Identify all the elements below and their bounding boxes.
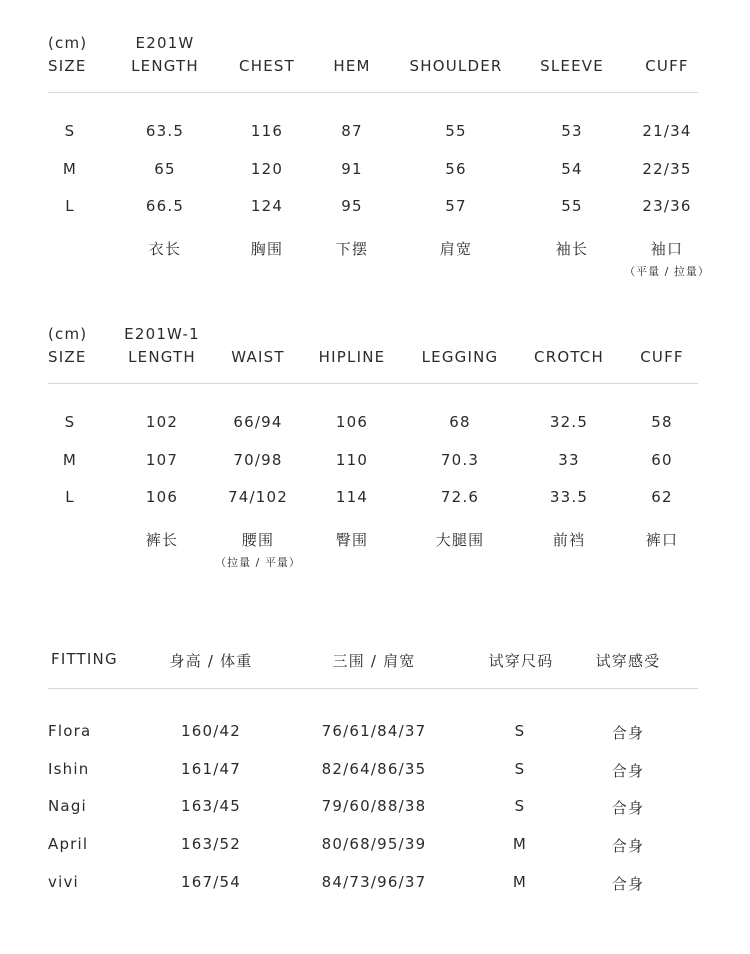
- row-size: S: [64, 122, 76, 140]
- table-cell: 33.5: [549, 488, 589, 506]
- fitting-cell: M: [512, 835, 528, 853]
- column-header: HIPLINE: [318, 348, 386, 366]
- fitting-header: 三围 / 肩宽: [332, 652, 416, 670]
- fitting-cell: 160/42: [181, 722, 241, 740]
- table-cell: 62: [651, 488, 673, 506]
- table-cell: 58: [651, 413, 673, 431]
- column-header: CROTCH: [534, 348, 604, 366]
- column-header: SHOULDER: [409, 57, 503, 75]
- row-size: M: [62, 451, 78, 469]
- table-cell: 23/36: [642, 197, 692, 215]
- column-cn-label: 下摆: [335, 240, 369, 258]
- fitting-cell: 合身: [611, 875, 645, 893]
- row-size: S: [64, 413, 76, 431]
- fitting-cell: 161/47: [181, 760, 241, 778]
- table-cell: 68: [449, 413, 471, 431]
- size-header: SIZE: [48, 348, 87, 366]
- table-cell: 66/94: [233, 413, 283, 431]
- style-code: E201W-1: [124, 325, 200, 343]
- fitting-cell: 82/64/86/35: [321, 760, 427, 778]
- column-cn-label: 臀围: [335, 531, 369, 549]
- fitting-cell: 合身: [611, 762, 645, 780]
- fitting-cell: 合身: [611, 799, 645, 817]
- row-size: M: [62, 160, 78, 178]
- fitting-header: FITTING: [51, 650, 118, 668]
- table-cell: 114: [335, 488, 369, 506]
- column-cn-note: （平量 / 拉量）: [624, 265, 710, 278]
- column-cn-label: 袖长: [555, 240, 589, 258]
- column-header: LEGGING: [421, 348, 499, 366]
- table-cell: 32.5: [549, 413, 589, 431]
- fitting-divider: [48, 688, 698, 689]
- column-cn-label: 袖口: [650, 240, 684, 258]
- table-cell: 21/34: [642, 122, 692, 140]
- column-header: LENGTH: [131, 57, 199, 75]
- fitting-header: 身高 / 体重: [169, 652, 253, 670]
- table-cell: 55: [445, 122, 467, 140]
- size-header: SIZE: [48, 57, 87, 75]
- column-cn-label: 胸围: [250, 240, 284, 258]
- table-cell: 102: [145, 413, 179, 431]
- fitting-cell: 163/52: [181, 835, 241, 853]
- model-name: Ishin: [48, 760, 90, 778]
- table-cell: 60: [651, 451, 673, 469]
- column-cn-note: （拉量 / 平量）: [215, 556, 301, 569]
- unit-label: (cm): [48, 34, 88, 52]
- fitting-cell: 163/45: [181, 797, 241, 815]
- model-name: vivi: [48, 873, 79, 891]
- fitting-cell: 合身: [611, 837, 645, 855]
- table-cell: 110: [335, 451, 369, 469]
- table-cell: 57: [445, 197, 467, 215]
- style-code: E201W: [135, 34, 195, 52]
- column-header: CUFF: [645, 57, 689, 75]
- table-cell: 95: [341, 197, 363, 215]
- column-header: CHEST: [239, 57, 295, 75]
- column-header: SLEEVE: [540, 57, 604, 75]
- fitting-cell: S: [514, 797, 526, 815]
- table-cell: 124: [250, 197, 284, 215]
- column-cn-label: 腰围: [241, 531, 275, 549]
- table-cell: 56: [445, 160, 467, 178]
- row-size: L: [65, 488, 75, 506]
- model-name: Flora: [48, 722, 92, 740]
- fitting-cell: 合身: [611, 724, 645, 742]
- table-cell: 91: [341, 160, 363, 178]
- column-cn-label: 大腿围: [435, 531, 485, 549]
- unit-label: (cm): [48, 325, 88, 343]
- fitting-cell: 80/68/95/39: [321, 835, 427, 853]
- column-header: HEM: [333, 57, 371, 75]
- column-header: WAIST: [231, 348, 285, 366]
- table-cell: 65: [154, 160, 176, 178]
- fitting-header: 试穿感受: [595, 652, 661, 670]
- table-cell: 72.6: [440, 488, 480, 506]
- fitting-cell: 84/73/96/37: [321, 873, 427, 891]
- table-cell: 120: [250, 160, 284, 178]
- table-cell: 66.5: [145, 197, 185, 215]
- table-cell: 33: [558, 451, 580, 469]
- table-cell: 54: [561, 160, 583, 178]
- column-header: CUFF: [640, 348, 684, 366]
- fitting-cell: S: [514, 760, 526, 778]
- table-cell: 106: [335, 413, 369, 431]
- table-cell: 55: [561, 197, 583, 215]
- row-size: L: [65, 197, 75, 215]
- column-cn-label: 前裆: [552, 531, 586, 549]
- table-cell: 116: [250, 122, 284, 140]
- fitting-cell: S: [514, 722, 526, 740]
- table-cell: 106: [145, 488, 179, 506]
- column-cn-label: 衣长: [148, 240, 182, 258]
- fitting-cell: 79/60/88/38: [321, 797, 427, 815]
- table-cell: 87: [341, 122, 363, 140]
- column-cn-label: 裤口: [645, 531, 679, 549]
- table-cell: 53: [561, 122, 583, 140]
- column-header: LENGTH: [128, 348, 196, 366]
- model-name: Nagi: [48, 797, 87, 815]
- fitting-cell: 167/54: [181, 873, 241, 891]
- table-cell: 22/35: [642, 160, 692, 178]
- table-cell: 74/102: [228, 488, 288, 506]
- column-cn-label: 裤长: [145, 531, 179, 549]
- fitting-cell: M: [512, 873, 528, 891]
- fitting-cell: 76/61/84/37: [321, 722, 427, 740]
- table-cell: 70/98: [233, 451, 283, 469]
- column-cn-label: 肩宽: [439, 240, 473, 258]
- fitting-header: 试穿尺码: [488, 652, 554, 670]
- model-name: April: [48, 835, 89, 853]
- table-cell: 63.5: [145, 122, 185, 140]
- table-cell: 70.3: [440, 451, 480, 469]
- table-cell: 107: [145, 451, 179, 469]
